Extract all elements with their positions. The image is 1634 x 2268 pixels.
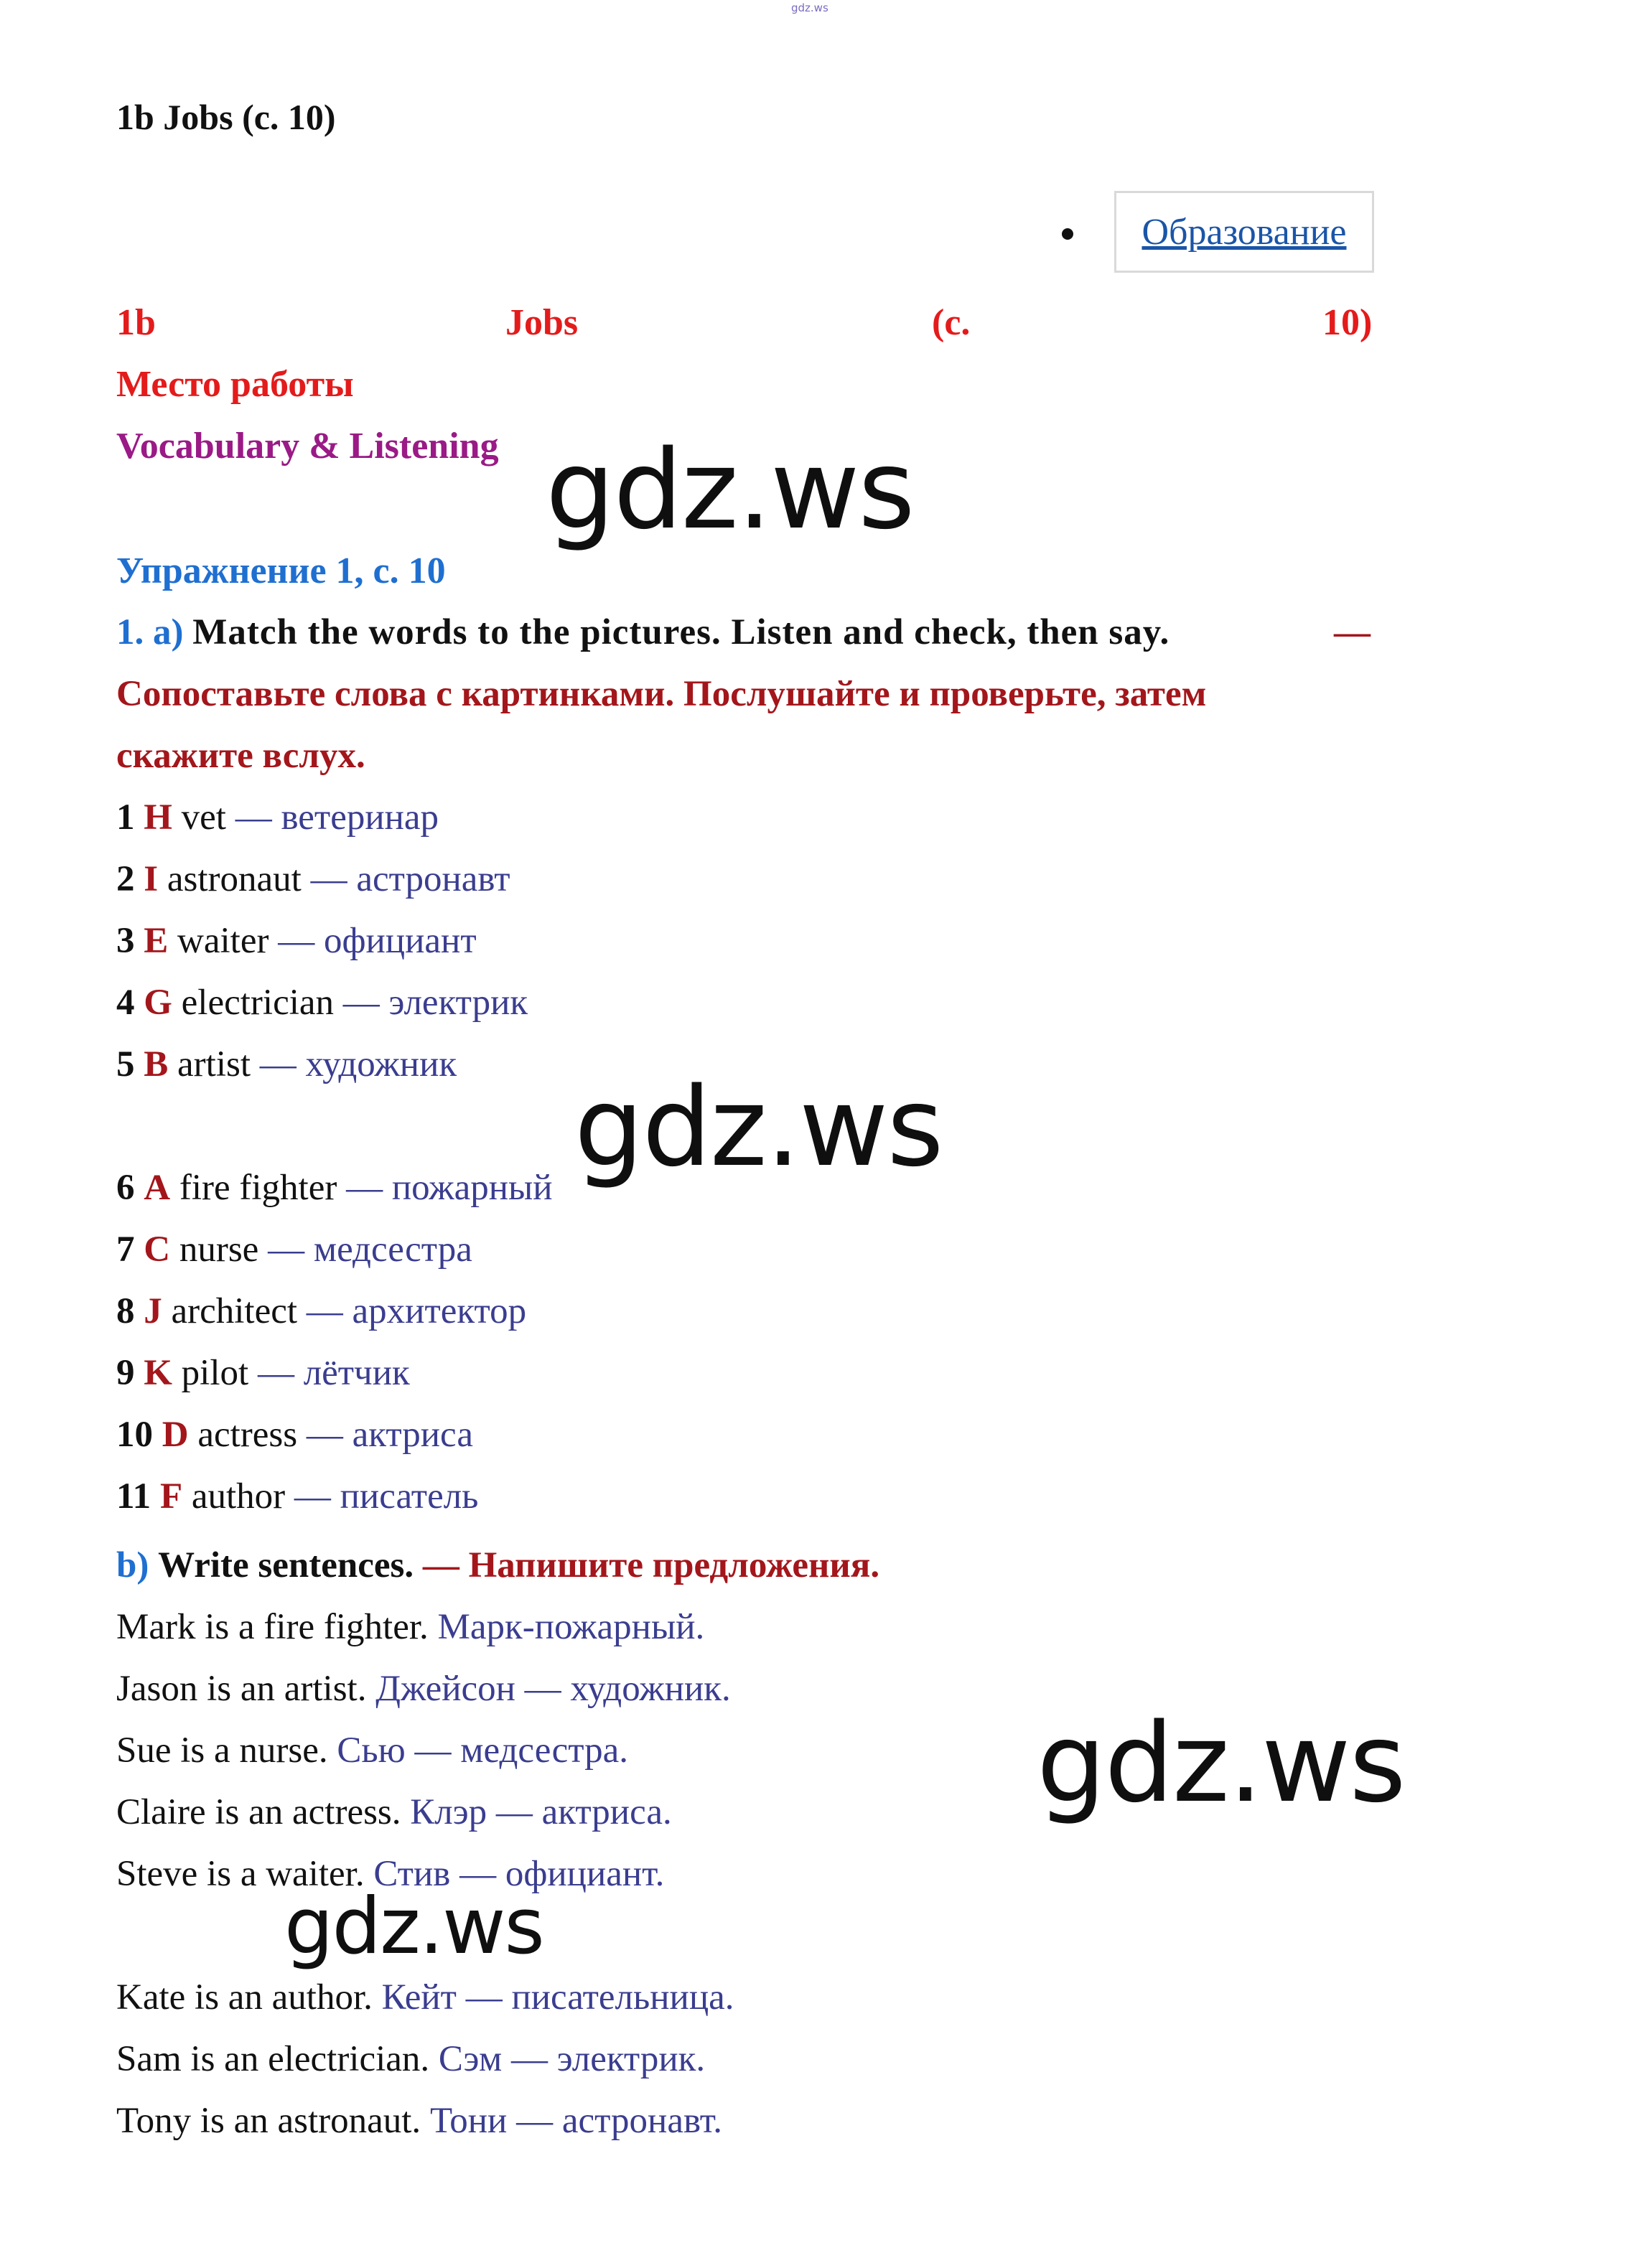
answer-number: 4 bbox=[116, 983, 135, 1023]
section-title-part-3: (с. bbox=[932, 302, 971, 343]
answer-russian: — астронавт bbox=[310, 859, 510, 899]
answer-letter: G bbox=[144, 983, 172, 1023]
answer-number: 8 bbox=[116, 1291, 135, 1331]
answer-russian: — писатель bbox=[294, 1476, 479, 1517]
answer-letter: F bbox=[159, 1476, 183, 1517]
topic-heading: Vocabulary & Listening bbox=[116, 426, 499, 467]
answer-row bbox=[116, 1044, 457, 1085]
sentence-russian: Сью — медсестра. bbox=[337, 1730, 629, 1771]
task-b-english: Write sentences. bbox=[158, 1545, 414, 1585]
sentence-english: Steve is a waiter. bbox=[116, 1854, 365, 1894]
answer-row bbox=[116, 982, 528, 1023]
nav-item-education[interactable] bbox=[1114, 191, 1374, 273]
answer-letter: H bbox=[144, 797, 172, 838]
answer-letter: C bbox=[144, 1229, 171, 1270]
answer-russian: — ветеринар bbox=[235, 797, 439, 838]
sentence-russian: Кейт — писательница. bbox=[381, 1977, 734, 2018]
sentence-english: Claire is an actress. bbox=[116, 1792, 401, 1832]
answer-english: vet bbox=[181, 797, 226, 838]
answer-english: pilot bbox=[181, 1353, 249, 1393]
answer-english: nurse bbox=[179, 1229, 259, 1270]
sentence-row bbox=[116, 1791, 672, 1833]
answer-letter: E bbox=[144, 921, 169, 961]
sentence-english: Sue is a nurse. bbox=[116, 1730, 328, 1771]
watermark: gdz.ws bbox=[284, 1882, 543, 1972]
answer-letter: B bbox=[144, 1044, 169, 1084]
sentence-russian: Стив — официант. bbox=[373, 1854, 665, 1894]
education-link[interactable]: Образование bbox=[1142, 211, 1347, 253]
answer-letter: J bbox=[144, 1291, 162, 1331]
answer-russian: — архитектор bbox=[306, 1291, 527, 1331]
answer-russian: — актриса bbox=[306, 1415, 473, 1455]
section-title-part-2: Jobs bbox=[505, 302, 579, 343]
answer-row bbox=[116, 797, 439, 838]
task-b-label: b) bbox=[116, 1545, 149, 1585]
sentence-row bbox=[116, 2100, 722, 2142]
section-title-part-4: 10) bbox=[1322, 302, 1373, 343]
answer-english: fire fighter bbox=[179, 1168, 337, 1208]
answer-english: waiter bbox=[177, 921, 269, 961]
task-a-russian-line-2: скажите вслух. bbox=[116, 736, 365, 776]
sentence-row bbox=[116, 2038, 705, 2080]
answer-number: 3 bbox=[116, 921, 135, 961]
header-mark: gdz.ws bbox=[791, 1, 828, 14]
nav-bullet bbox=[1062, 228, 1073, 240]
answer-russian: — электрик bbox=[342, 983, 528, 1023]
answer-row bbox=[116, 1229, 472, 1270]
answer-russian: — пожарный bbox=[346, 1168, 553, 1208]
answer-row bbox=[116, 1476, 478, 1517]
answer-number: 5 bbox=[116, 1044, 135, 1084]
answer-number: 2 bbox=[116, 859, 135, 899]
answer-row bbox=[116, 1414, 473, 1456]
sentence-russian: Джейсон — художник. bbox=[375, 1669, 731, 1709]
answer-letter: A bbox=[144, 1168, 171, 1208]
task-b-line bbox=[116, 1545, 879, 1586]
answer-letter: K bbox=[144, 1353, 172, 1393]
sentence-english: Mark is a fire fighter. bbox=[116, 1607, 429, 1647]
task-b-russian: — Напишите предложения. bbox=[422, 1545, 880, 1585]
answer-row bbox=[116, 858, 510, 900]
sentence-english: Sam is an electrician. bbox=[116, 2039, 430, 2079]
task-a-number: 1. а) bbox=[116, 612, 184, 652]
answer-row bbox=[116, 920, 477, 962]
answer-english: electrician bbox=[181, 983, 335, 1023]
sentence-russian: Тони — астронавт. bbox=[429, 2101, 722, 2141]
subtitle: Место работы bbox=[116, 364, 354, 405]
sentence-row bbox=[116, 1606, 704, 1648]
answer-english: actress bbox=[197, 1415, 298, 1455]
sentence-russian: Марк-пожарный. bbox=[437, 1607, 705, 1647]
sentence-row bbox=[116, 1977, 734, 2018]
answer-russian: — официант bbox=[278, 921, 477, 961]
answer-letter: I bbox=[144, 859, 159, 899]
answer-number: 6 bbox=[116, 1168, 135, 1208]
answer-english: artist bbox=[177, 1044, 251, 1084]
answer-number: 10 bbox=[116, 1415, 153, 1455]
answer-english: architect bbox=[171, 1291, 298, 1331]
sentence-russian: Сэм — электрик. bbox=[438, 2039, 706, 2079]
watermark: gdz.ws bbox=[574, 1064, 943, 1191]
sentence-english: Tony is an astronaut. bbox=[116, 2101, 421, 2141]
answer-russian: — художник bbox=[259, 1044, 457, 1084]
sentence-row bbox=[116, 1730, 628, 1771]
answer-row bbox=[116, 1290, 526, 1332]
answer-letter: D bbox=[162, 1415, 189, 1455]
section-title-part-1: 1b bbox=[116, 302, 156, 343]
task-a-english: Match the words to the pictures. Listen and check, then say. bbox=[192, 612, 1170, 652]
answer-row bbox=[116, 1352, 410, 1394]
answer-row bbox=[116, 1167, 553, 1209]
sentence-english: Kate is an author. bbox=[116, 1977, 373, 2018]
answer-english: astronaut bbox=[167, 859, 302, 899]
answer-number: 7 bbox=[116, 1229, 135, 1270]
sentence-russian: Клэр — актриса. bbox=[410, 1792, 672, 1832]
answer-number: 9 bbox=[116, 1353, 135, 1393]
task-a-dash: — bbox=[1334, 612, 1371, 652]
answer-russian: — лётчик bbox=[257, 1353, 410, 1393]
answer-russian: — медсестра bbox=[268, 1229, 472, 1270]
task-a-line bbox=[116, 611, 1378, 653]
task-a-russian-line-1: Сопоставьте слова с картинками. Послушайте и проверьте, затем bbox=[116, 674, 1207, 714]
page-title: 1b Jobs (с. 10) bbox=[116, 97, 336, 137]
sentence-row bbox=[116, 1668, 731, 1710]
answer-english: author bbox=[191, 1476, 286, 1517]
watermark: gdz.ws bbox=[546, 426, 914, 553]
exercise-label: Упражнение 1, с. 10 bbox=[116, 550, 446, 591]
answer-number: 1 bbox=[116, 797, 135, 838]
answer-number: 11 bbox=[116, 1476, 151, 1517]
watermark: gdz.ws bbox=[1037, 1700, 1405, 1827]
sentence-english: Jason is an artist. bbox=[116, 1669, 367, 1709]
